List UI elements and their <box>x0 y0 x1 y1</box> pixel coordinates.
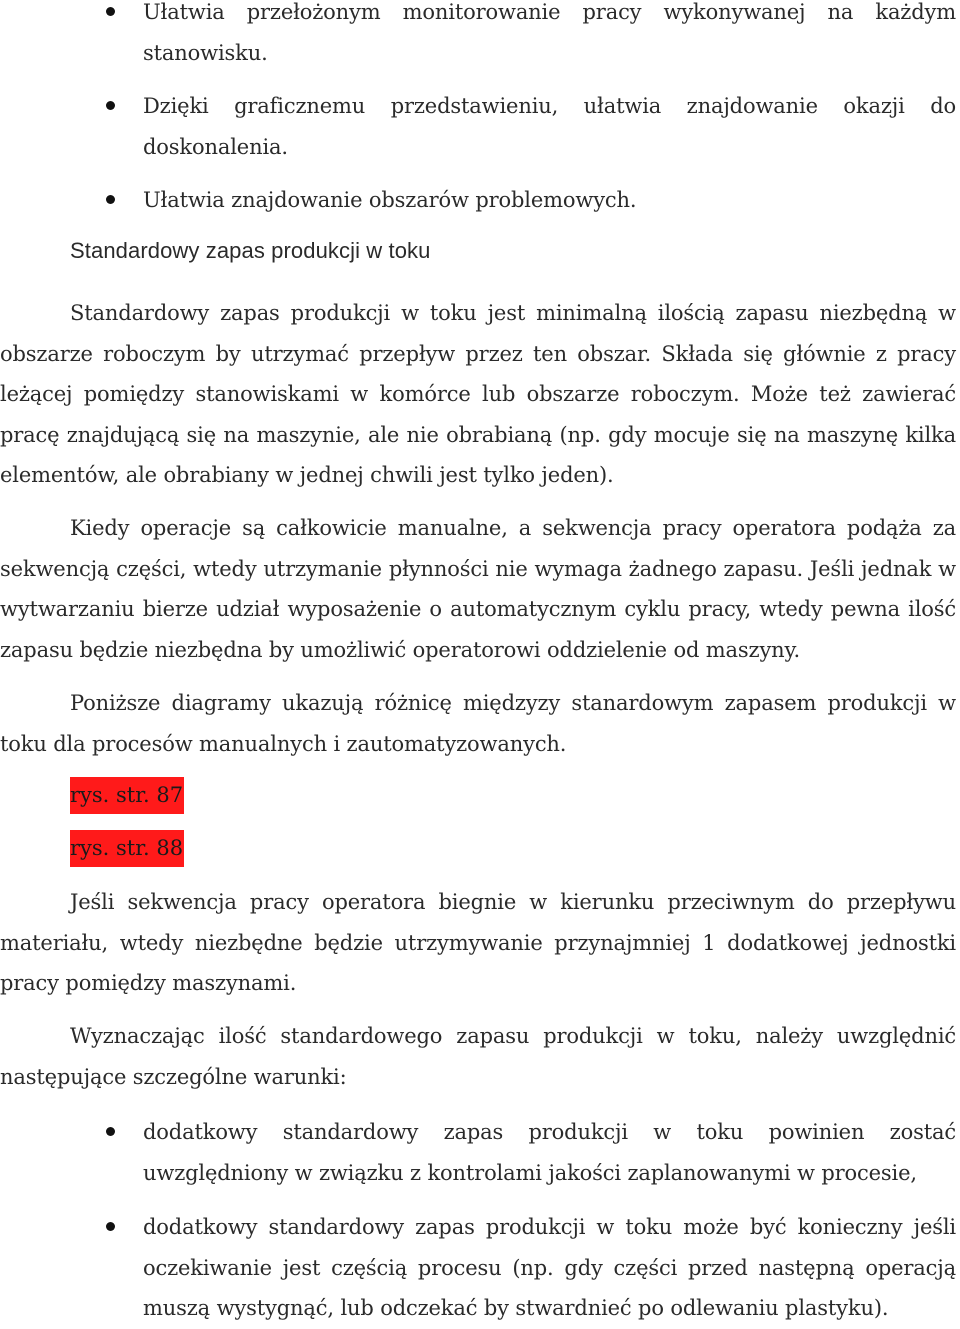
bullet-text: dodatkowy standardowy zapas produkcji w toku może być konieczny jeśli oczekiwanie jest częścią procesu (np. gdy części przed następną operacją muszą wystygnąć, lub odczekać by stwardnieć po odlewaniu plastyku). <box>143 1215 956 1321</box>
paragraph: Jeśli sekwencja pracy operatora biegnie w kierunku przeciwnym do przepływu materiału, wtedy niezbędne będzie utrzymywanie przynajmniej 1 dodatkowej jednostki pracy pomiędzy maszynami. <box>0 890 956 996</box>
condition-bullet-list <box>0 1112 956 1329</box>
bullet-item <box>0 86 956 167</box>
figure-reference: rys. str. 88 <box>70 830 184 867</box>
bullet-icon <box>106 195 115 204</box>
figure-reference: rys. str. 87 <box>70 777 184 814</box>
bullet-item <box>0 1207 956 1329</box>
bullet-text: Dzięki graficznemu przedstawieniu, ułatwia znajdowanie okazji do doskonalenia. <box>143 94 956 159</box>
bullet-item <box>0 0 956 73</box>
bullet-text: Ułatwia znajdowanie obszarów problemowych. <box>143 188 637 213</box>
bullet-icon <box>106 7 115 16</box>
paragraph: Standardowy zapas produkcji w toku jest minimalną ilością zapasu niezbędną w obszarze roboczym by utrzymać przepływ przez ten obszar. Składa się głównie z pracy leżącej pomiędzy stanowiskami w komórce lub obszarze roboczym. Może też zawierać pracę znajdującą się na maszynie, ale nie obrabianą (np. gdy mocuje się na maszynę kilka elementów, ale obrabiany w jednej chwili jest tylko jeden). <box>0 301 956 488</box>
bullet-icon <box>106 101 115 110</box>
bullet-text: Ułatwia przełożonym monitorowanie pracy wykonywanej na każdym stanowisku. <box>143 0 956 65</box>
bullet-icon <box>106 1222 115 1231</box>
top-bullet-list <box>0 0 956 221</box>
paragraph: Kiedy operacje są całkowicie manualne, a sekwencja pracy operatora podąża za sekwencją części, wtedy utrzymanie płynności nie wymaga żadnego zapasu. Jeśli jednak w wytwarzaniu bierze udział wyposażenie o automatycznym cyklu pracy, wtedy pewna ilość zapasu będzie niezbędna by umożliwić operatorowi oddzielenie od maszyny. <box>0 516 956 662</box>
bullet-text: dodatkowy standardowy zapas produkcji w toku powinien zostać uwzględniony w związku z kontrolami jakości zaplanowanymi w procesie, <box>143 1120 956 1185</box>
bullet-item <box>0 180 956 221</box>
paragraph: Poniższe diagramy ukazują różnicę międzyzy stanardowym zapasem produkcji w toku dla procesów manualnych i zautomatyzowanych. <box>0 691 956 756</box>
paragraph: Wyznaczając ilość standardowego zapasu produkcji w toku, należy uwzględnić następujące szczególne warunki: <box>0 1024 956 1089</box>
bullet-item <box>0 1112 956 1193</box>
bullet-icon <box>106 1127 115 1136</box>
section-heading: Standardowy zapas produkcji w toku <box>70 238 431 263</box>
